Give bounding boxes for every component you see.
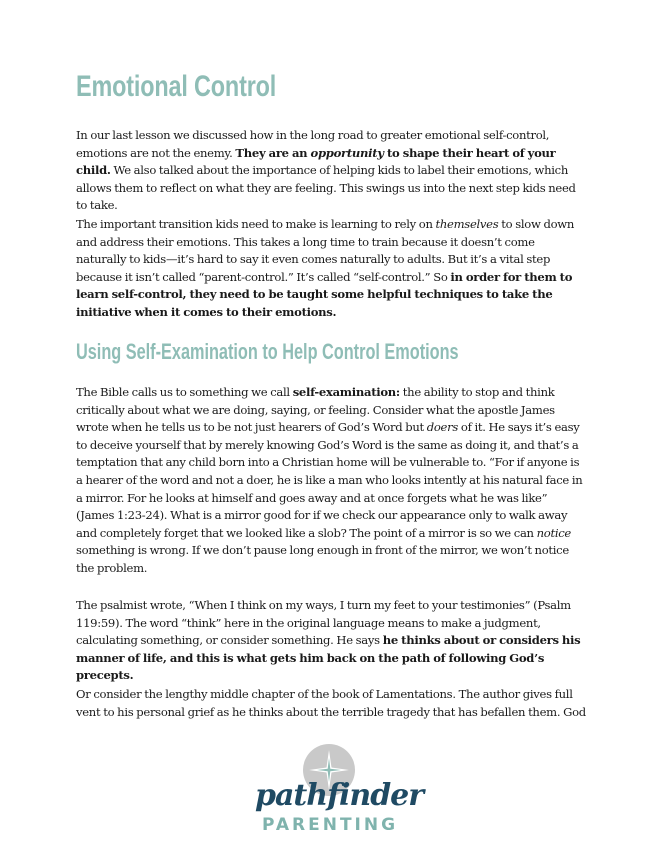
bold-text: in order for them to learn self-control, they need to be taught some helpful techniques to take the initiative when it comes to their emotions. xyxy=(76,269,573,319)
paragraph xyxy=(76,597,586,685)
bold-text: They are an xyxy=(235,145,311,160)
text-run: The important transition kids need to make is learning to rely on xyxy=(76,217,436,231)
text-run: Or consider the lengthy middle chapter of the book of Lamentations. The author gives full vent to his personal grief as he thinks about the terrible tragedy that has befallen them. God xyxy=(76,687,586,719)
text-run: We also talked about the importance of helping kids to label their emotions, which allows them to reflect on what they are feeling. This swings us into the next step kids need to take. xyxy=(76,163,576,213)
text-run: the ability to stop and think critically about what we are doing, saying, or feeling. Consider what the apostle James wrote when he tells us to be not just hearers of God’s Word but xyxy=(76,385,555,435)
section-heading: Using Self-Examination to Help Control Emotions xyxy=(76,339,459,364)
paragraph xyxy=(76,686,586,721)
text-run: In our last lesson we discussed how in the long road to greater emotional self-control, emotions are not the enemy. xyxy=(76,128,550,160)
logo-script-text: pathfinder xyxy=(255,778,424,813)
text-run: something is wrong. If we don’t pause long enough in front of the mirror, we won’t notice the problem. xyxy=(76,543,569,575)
paragraph xyxy=(76,384,586,578)
italic-text: notice xyxy=(536,525,571,540)
logo-caps-text: PARENTING xyxy=(261,815,399,835)
paragraph xyxy=(76,216,586,322)
text-run: of it. He says it’s easy to deceive yourself that by merely knowing God’s Word is the same as doing it, and that’s a temptation that any child born into a Christian home will be vulnerable to. “For if anyone is a hearer of the word and not a doer, he is like a man who looks intently at his natural face in a mirror. For he looks at himself and goes away and at once forgets what he was like” (James 1:23-24). What is a mirror good for if we check our appearance only to walk away and completely forget that we looked like a slob? The point of a mirror is so we can xyxy=(76,420,583,540)
page-title: Emotional Control xyxy=(76,70,277,103)
text-run: The Bible calls us to something we call xyxy=(76,385,293,399)
bold-text: opportunity xyxy=(310,145,384,160)
bold-text: he thinks about or considers his manner of life, and this is what gets him back on the path of following God’s precepts. xyxy=(76,633,581,683)
bold-text: self-examination: xyxy=(292,385,400,399)
italic-text: themselves xyxy=(435,217,499,231)
text-run: to slow down and address their emotions. This takes a long time to train because it doesn’t come naturally to kids—it’s hard to say it even comes naturally to adults. But it’s a vital step because it isn’t called “parent-control.” It’s called “self-control.” So xyxy=(76,217,575,284)
paragraph xyxy=(76,127,586,215)
italic-text: doers xyxy=(426,420,458,435)
pathfinder-parenting-logo xyxy=(255,744,424,844)
bold-text: to shape their heart of your child. xyxy=(76,145,556,178)
text-run: The psalmist wrote, “When I think on my ways, I turn my feet to your testimonies” (Psalm 119:59). The word “think” here in the original language means to make a judgment, calculating something, or consider something. He says xyxy=(76,598,571,648)
